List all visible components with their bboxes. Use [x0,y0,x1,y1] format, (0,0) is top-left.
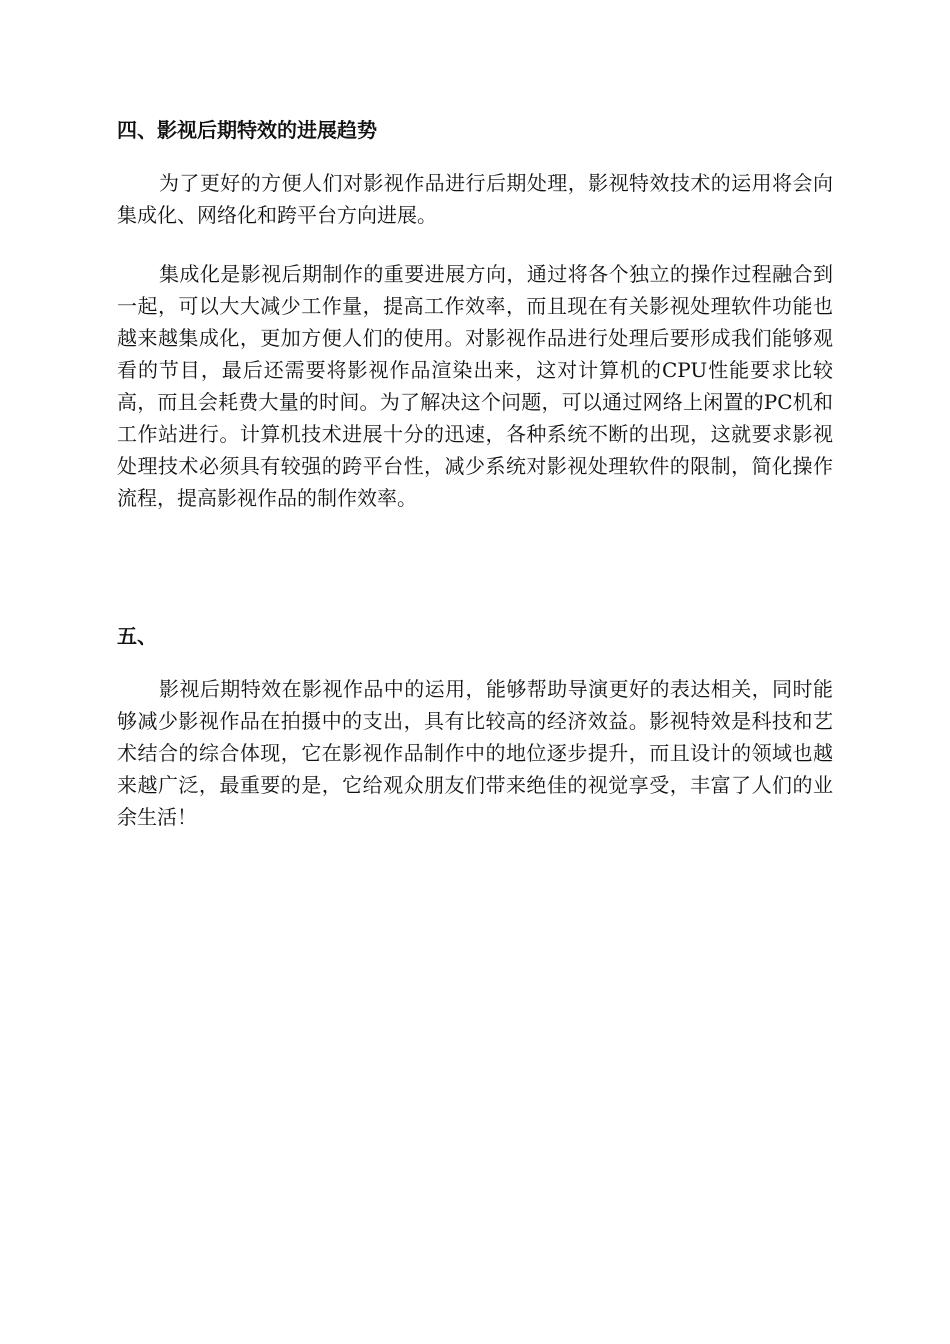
section-4-paragraph-2: 集成化是影视后期制作的重要进展方向，通过将各个独立的操作过程融合到一起，可以大大减少工作量，提高工作效率，而且现在有关影视处理软件功能也越来越集成化，更加方便人们的使用。对影视作品进行处理后要形成我们能够观看的节目，最后还需要将影视作品渲染出来，这对计算机的CPU性能要求比较高，而且会耗费大量的时间。为了解决这个问题，可以通过网络上闲置的PC机和工作站进行。计算机技术进展十分的迅速，各种系统不断的出现，这就要求影视处理技术必须具有较强的跨平台性，减少系统对影视处理软件的限制，简化操作流程，提高影视作品的制作效率。 [117,262,833,510]
section-5-heading: 五、 [117,624,157,648]
section-4-paragraph-1: 为了更好的方便人们对影视作品进行后期处理，影视特效技术的运用将会向集成化、网络化和跨平台方向进展。 [117,171,833,227]
section-5-paragraph-1: 影视后期特效在影视作品中的运用，能够帮助导演更好的表达相关，同时能够减少影视作品在拍摄中的支出，具有比较高的经济效益。影视特效是科技和艺术结合的综合体现，它在影视作品制作中的地位逐步提升，而且设计的领域也越来越广泛，最重要的是，它给观众朋友们带来绝佳的视觉享受，丰富了人们的业余生活！ [117,677,833,829]
section-4-heading: 四、影视后期特效的进展趋势 [117,118,377,142]
